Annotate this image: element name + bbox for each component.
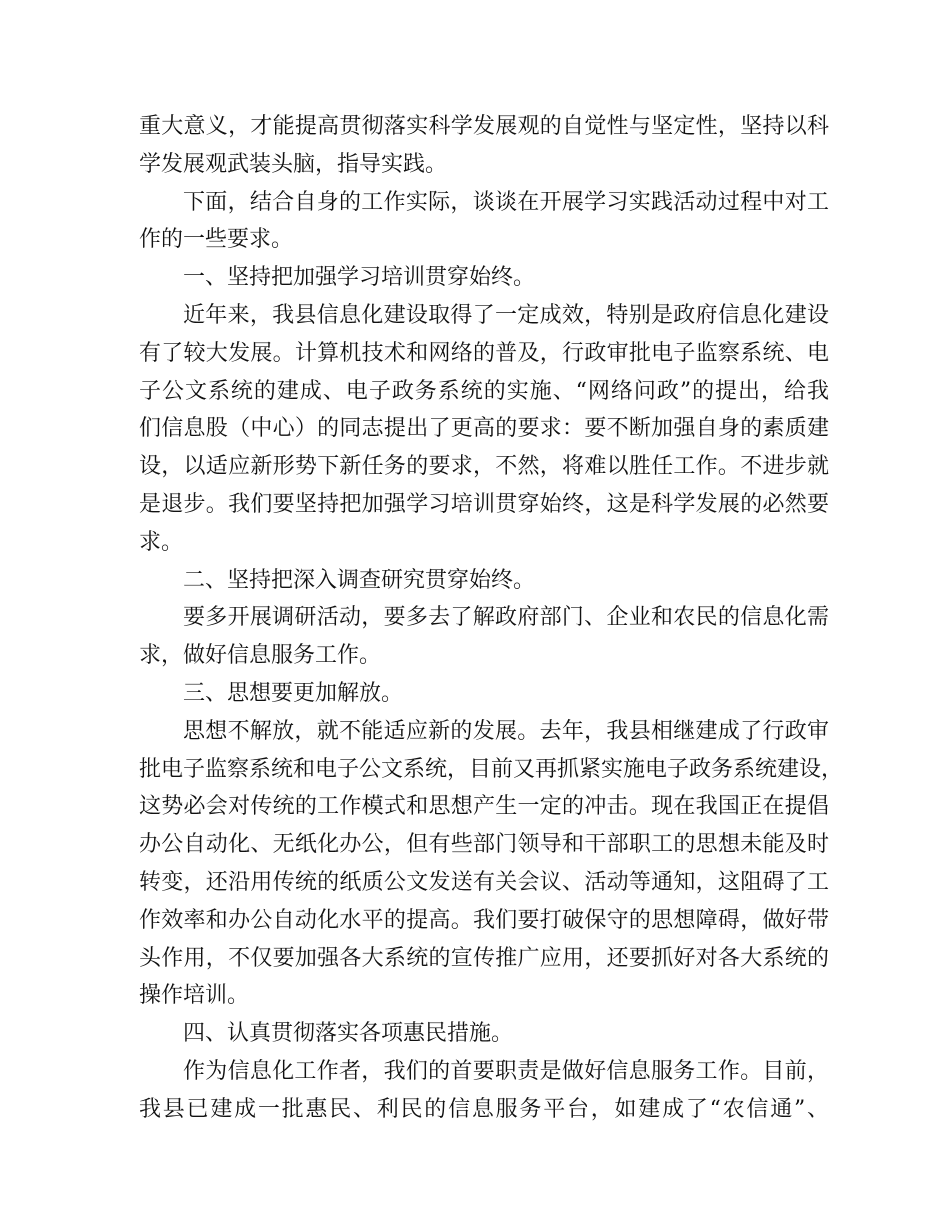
paragraph-line: 重大意义，才能提高贯彻落实科学发展观的自觉性与坚定性，坚持以科 — [139, 114, 829, 139]
paragraph-line: 办公自动化、无纸化办公，但有些部门领导和干部职工的思想未能及时 — [139, 832, 829, 858]
paragraph-line: 有了较大发展。计算机技术和网络的普及，行政审批电子监察系统、电 — [139, 340, 829, 366]
paragraph-line: 下面，结合自身的工作实际，谈谈在开展学习实践活动过程中对工 — [183, 189, 829, 215]
paragraph-line: 作效率和办公自动化水平的提高。我们要打破保守的思想障碍，做好带 — [139, 907, 829, 933]
paragraph-line: 操作培训。 — [139, 983, 250, 1009]
paragraph-line: 头作用，不仅要加强各大系统的宣传推广应用，还要抓好对各大系统的 — [139, 945, 829, 971]
paragraph-line: 近年来，我县信息化建设取得了一定成效，特别是政府信息化建设 — [183, 302, 829, 328]
paragraph-line: 是退步。我们要坚持把加强学习培训贯穿始终，这是科学发展的必然要 — [139, 491, 829, 517]
section-heading: 二、坚持把深入调查研究贯穿始终。 — [183, 567, 536, 593]
paragraph-line: 设，以适应新形势下新任务的要求，不然，将难以胜任工作。不进步就 — [139, 454, 829, 480]
paragraph-line: 思想不解放，就不能适应新的发展。去年，我县相继建成了行政审 — [183, 718, 829, 744]
paragraph-line: 这势必会对传统的工作模式和思想产生一定的冲击。现在我国正在提倡 — [139, 794, 829, 820]
paragraph-line: 要多开展调研活动，要多去了解政府部门、企业和农民的信息化需 — [183, 605, 829, 631]
paragraph-line: 批电子监察系统和电子公文系统，目前又再抓紧实施电子政务系统建设， — [139, 756, 844, 782]
section-heading: 四、认真贯彻落实各项惠民措施。 — [183, 1021, 514, 1047]
paragraph-line: 我县已建成一批惠民、利民的信息服务平台，如建成了“农信通”、 — [139, 1096, 829, 1122]
paragraph-line: 学发展观武装头脑，指导实践。 — [139, 151, 448, 177]
paragraph-line: 作的一些要求。 — [139, 227, 294, 253]
paragraph-line: 作为信息化工作者，我们的首要职责是做好信息服务工作。目前， — [183, 1058, 829, 1084]
paragraph-line: 子公文系统的建成、电子政务系统的实施、“网络问政”的提出，给我 — [139, 378, 829, 404]
paragraph-line: 求。 — [139, 529, 184, 555]
section-heading: 一、坚持把加强学习培训贯穿始终。 — [183, 265, 536, 291]
paragraph-line: 求，做好信息服务工作。 — [139, 643, 382, 669]
body-text — [139, 108, 844, 1129]
paragraph-line: 们信息股（中心）的同志提出了更高的要求：要不断加强自身的素质建 — [139, 416, 829, 442]
section-heading: 三、思想要更加解放。 — [183, 680, 404, 706]
paragraph-line: 转变，还沿用传统的纸质公文发送有关会议、活动等通知，这阻碍了工 — [139, 869, 829, 895]
